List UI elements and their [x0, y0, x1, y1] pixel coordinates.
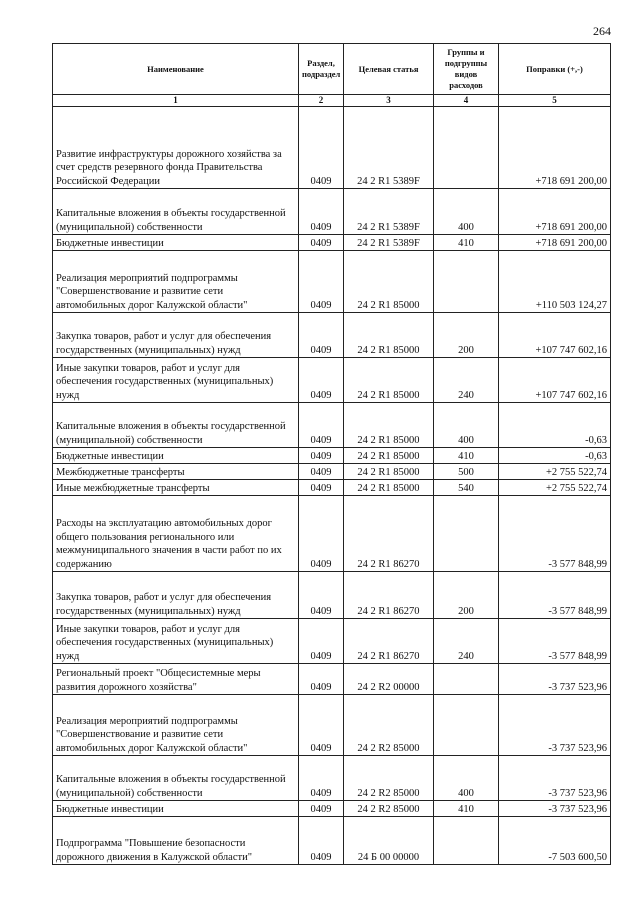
- row-target: 24 2 R2 00000: [344, 664, 434, 695]
- column-number: 3: [344, 95, 434, 107]
- row-target: 24 2 R1 85000: [344, 358, 434, 403]
- row-amount: -3 577 848,99: [499, 619, 611, 664]
- column-number: 5: [499, 95, 611, 107]
- row-section: 0409: [299, 801, 344, 817]
- row-name: Иные закупки товаров, работ и услуг для обеспечения государственных (муниципальных) нужд: [53, 619, 299, 664]
- row-amount: +2 755 522,74: [499, 464, 611, 480]
- row-target: 24 2 R1 86270: [344, 619, 434, 664]
- row-target: 24 2 R1 86270: [344, 496, 434, 572]
- row-amount: -7 503 600,50: [499, 817, 611, 865]
- row-target: 24 2 R1 85000: [344, 464, 434, 480]
- row-group: 200: [434, 572, 499, 619]
- row-target: 24 2 R1 5389F: [344, 235, 434, 251]
- row-name: Развитие инфраструктуры дорожного хозяйства за счет средств резервного фонда Правительства Российской Федерации: [53, 107, 299, 189]
- row-amount: -0,63: [499, 403, 611, 448]
- header-target: Целевая статья: [344, 44, 434, 95]
- row-target: 24 2 R2 85000: [344, 756, 434, 801]
- row-section: 0409: [299, 464, 344, 480]
- row-section: 0409: [299, 619, 344, 664]
- row-target: 24 2 R1 86270: [344, 572, 434, 619]
- row-section: 0409: [299, 756, 344, 801]
- row-target: 24 2 R1 5389F: [344, 107, 434, 189]
- row-section: 0409: [299, 251, 344, 313]
- row-name: Подпрограмма "Повышение безопасности дорожного движения в Калужской области": [53, 817, 299, 865]
- column-number: 4: [434, 95, 499, 107]
- table-row: [53, 619, 611, 664]
- row-amount: +718 691 200,00: [499, 107, 611, 189]
- table-row: [53, 448, 611, 464]
- table-row: [53, 313, 611, 358]
- row-section: 0409: [299, 189, 344, 235]
- row-name: Региональный проект "Общесистемные меры развития дорожного хозяйства": [53, 664, 299, 695]
- row-amount: -3 577 848,99: [499, 572, 611, 619]
- row-amount: -3 737 523,96: [499, 756, 611, 801]
- table-row: [53, 572, 611, 619]
- row-target: 24 2 R1 85000: [344, 480, 434, 496]
- row-section: 0409: [299, 448, 344, 464]
- row-name: Иные межбюджетные трансферты: [53, 480, 299, 496]
- row-name: Межбюджетные трансферты: [53, 464, 299, 480]
- table-row: [53, 480, 611, 496]
- row-name: Бюджетные инвестиции: [53, 801, 299, 817]
- row-amount: -0,63: [499, 448, 611, 464]
- row-amount: +110 503 124,27: [499, 251, 611, 313]
- table-row: [53, 235, 611, 251]
- table-header-row: [53, 44, 611, 95]
- row-name: Закупка товаров, работ и услуг для обеспечения государственных (муниципальных) нужд: [53, 572, 299, 619]
- row-group: 410: [434, 448, 499, 464]
- row-name: Капитальные вложения в объекты государственной (муниципальной) собственности: [53, 756, 299, 801]
- row-amount: +2 755 522,74: [499, 480, 611, 496]
- row-section: 0409: [299, 313, 344, 358]
- row-amount: -3 737 523,96: [499, 695, 611, 756]
- row-section: 0409: [299, 664, 344, 695]
- row-target: 24 2 R2 85000: [344, 695, 434, 756]
- row-amount: +107 747 602,16: [499, 358, 611, 403]
- row-section: 0409: [299, 496, 344, 572]
- header-amendments: Поправки (+,-): [499, 44, 611, 95]
- budget-amendments-table: [52, 43, 611, 865]
- table-row: [53, 251, 611, 313]
- row-target: 24 2 R1 85000: [344, 448, 434, 464]
- row-name: Иные закупки товаров, работ и услуг для обеспечения государственных (муниципальных) нужд: [53, 358, 299, 403]
- table-row: [53, 464, 611, 480]
- row-name: Реализация мероприятий подпрограммы "Совершенствование и развитие сети автомобильных дорог Калужской области": [53, 695, 299, 756]
- row-section: 0409: [299, 235, 344, 251]
- row-amount: -3 737 523,96: [499, 664, 611, 695]
- column-number-row: [53, 95, 611, 107]
- table-row: [53, 756, 611, 801]
- row-group: 500: [434, 464, 499, 480]
- row-group: 240: [434, 358, 499, 403]
- row-amount: -3 577 848,99: [499, 496, 611, 572]
- row-group: 240: [434, 619, 499, 664]
- row-target: 24 2 R1 85000: [344, 403, 434, 448]
- row-section: 0409: [299, 695, 344, 756]
- row-target: 24 2 R1 85000: [344, 313, 434, 358]
- row-name: Расходы на эксплуатацию автомобильных дорог общего пользования регионального или межмуниципального значения в части работ по их содержанию: [53, 496, 299, 572]
- row-group: 400: [434, 403, 499, 448]
- table-row: [53, 189, 611, 235]
- table-row: [53, 695, 611, 756]
- row-group: 400: [434, 756, 499, 801]
- table-row: [53, 817, 611, 865]
- page-number: 264: [593, 24, 611, 38]
- row-group: [434, 664, 499, 695]
- row-section: 0409: [299, 572, 344, 619]
- row-amount: -3 737 523,96: [499, 801, 611, 817]
- row-name: Реализация мероприятий подпрограммы "Совершенствование и развитие сети автомобильных дорог Калужской области": [53, 251, 299, 313]
- row-target: 24 2 R1 5389F: [344, 189, 434, 235]
- row-section: 0409: [299, 480, 344, 496]
- row-name: Капитальные вложения в объекты государственной (муниципальной) собственности: [53, 403, 299, 448]
- row-amount: +107 747 602,16: [499, 313, 611, 358]
- table-row: [53, 664, 611, 695]
- row-name: Капитальные вложения в объекты государственной (муниципальной) собственности: [53, 189, 299, 235]
- row-group: 400: [434, 189, 499, 235]
- row-group: [434, 107, 499, 189]
- header-section: Раздел, подраздел: [299, 44, 344, 95]
- row-group: 540: [434, 480, 499, 496]
- row-group: [434, 817, 499, 865]
- row-section: 0409: [299, 403, 344, 448]
- row-section: 0409: [299, 107, 344, 189]
- column-number: 1: [53, 95, 299, 107]
- row-name: Бюджетные инвестиции: [53, 235, 299, 251]
- row-group: 410: [434, 801, 499, 817]
- header-groups: Группы и подгруппы видов расходов: [434, 44, 499, 95]
- row-group: [434, 251, 499, 313]
- row-group: 410: [434, 235, 499, 251]
- table-row: [53, 107, 611, 189]
- table-row: [53, 358, 611, 403]
- row-section: 0409: [299, 817, 344, 865]
- row-name: Закупка товаров, работ и услуг для обеспечения государственных (муниципальных) нужд: [53, 313, 299, 358]
- row-amount: +718 691 200,00: [499, 189, 611, 235]
- row-group: 200: [434, 313, 499, 358]
- column-number: 2: [299, 95, 344, 107]
- row-target: 24 2 R2 85000: [344, 801, 434, 817]
- row-name: Бюджетные инвестиции: [53, 448, 299, 464]
- table-row: [53, 801, 611, 817]
- table-row: [53, 496, 611, 572]
- row-amount: +718 691 200,00: [499, 235, 611, 251]
- row-group: [434, 695, 499, 756]
- row-section: 0409: [299, 358, 344, 403]
- row-target: 24 Б 00 00000: [344, 817, 434, 865]
- table-row: [53, 403, 611, 448]
- row-target: 24 2 R1 85000: [344, 251, 434, 313]
- header-name: Наименование: [53, 44, 299, 95]
- row-group: [434, 496, 499, 572]
